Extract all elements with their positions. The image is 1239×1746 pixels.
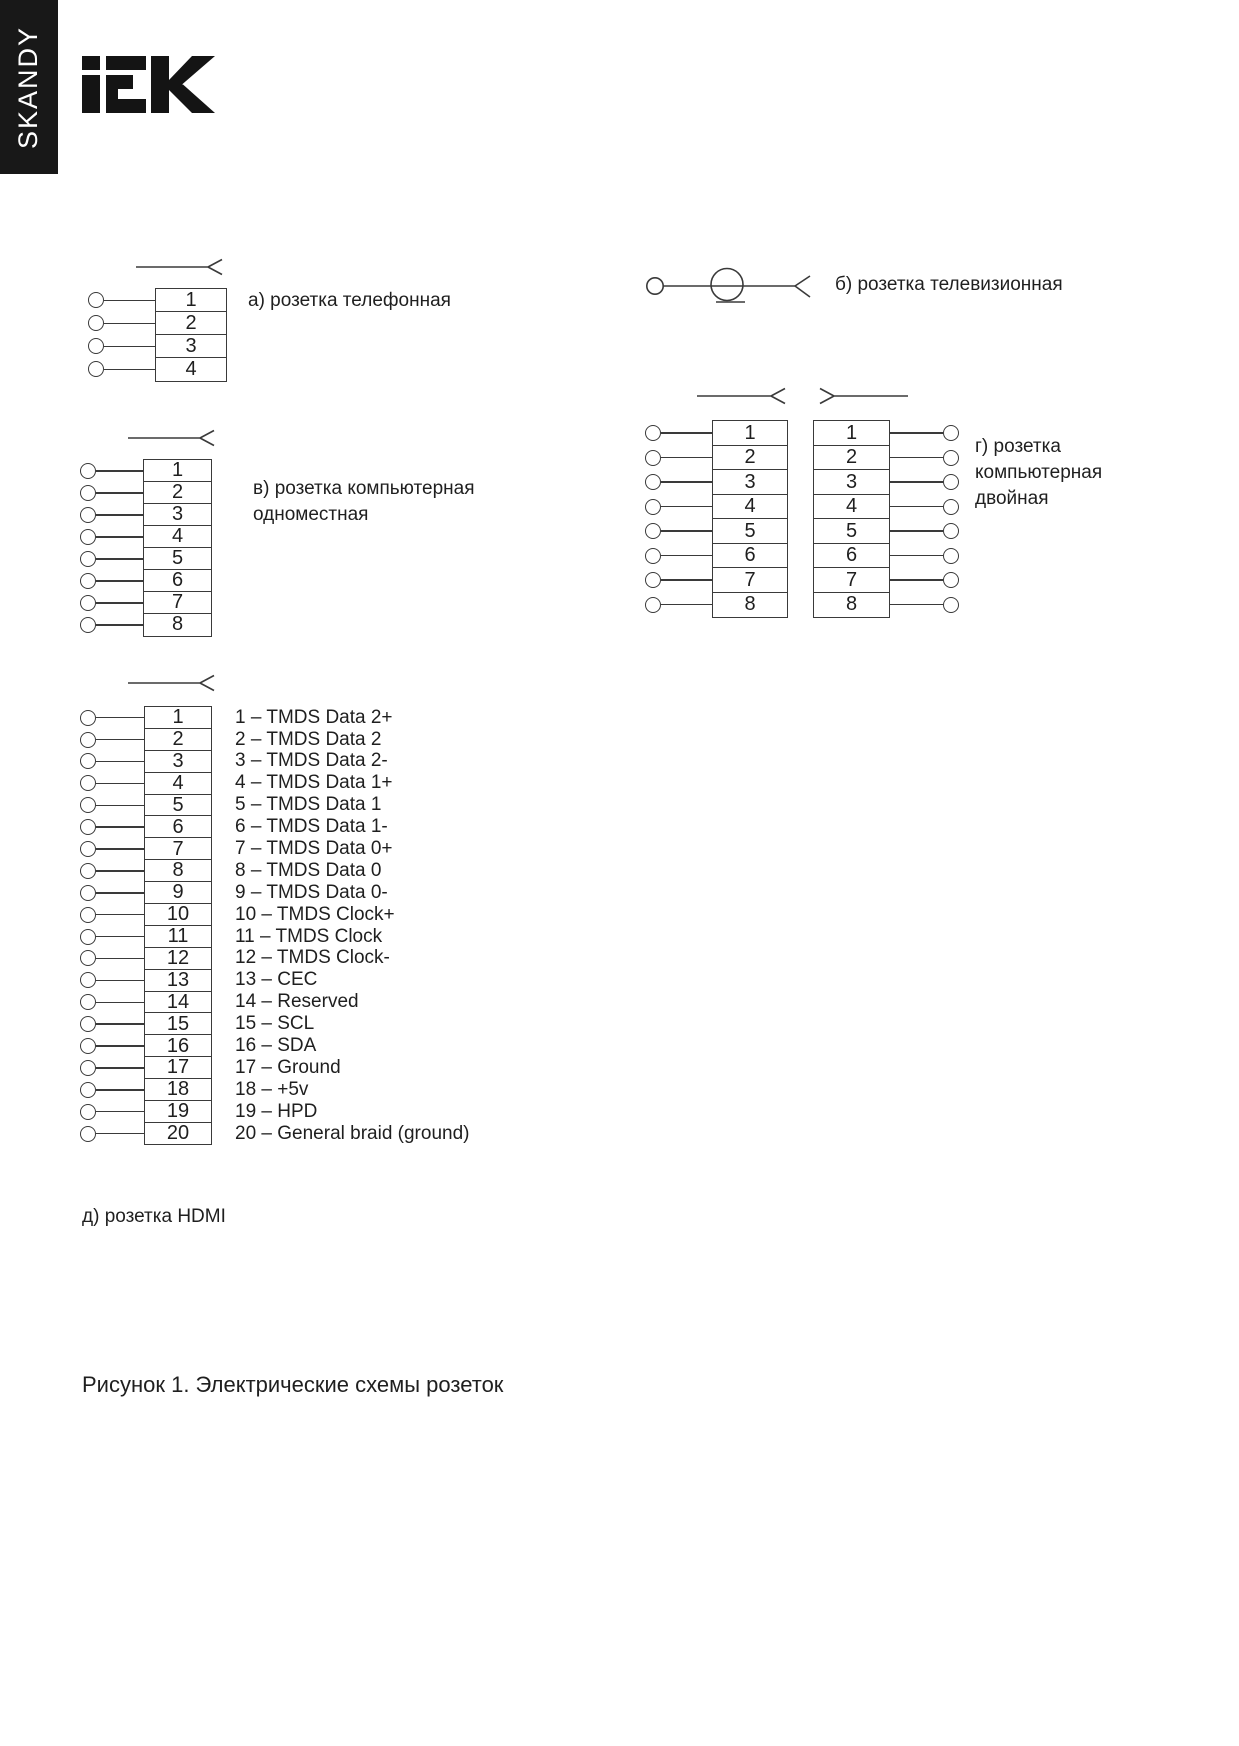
terminal-circle-icon <box>645 450 661 466</box>
pin-number: 1 <box>155 288 227 313</box>
terminal-circle-icon <box>645 499 661 515</box>
wire-line <box>104 300 155 302</box>
pin-row <box>813 494 959 520</box>
terminal-circle-icon <box>80 1104 96 1120</box>
pin-description: 6 – TMDS Data 1- <box>235 816 388 838</box>
wire-line <box>661 432 712 434</box>
wire-line <box>890 555 943 557</box>
wire-line <box>96 761 144 763</box>
pin-row <box>80 859 469 882</box>
terminal-circle-icon <box>88 315 104 331</box>
wire-line <box>661 457 712 459</box>
wire-line <box>890 432 943 434</box>
pin-number: 1 <box>144 706 212 729</box>
pin-number: 17 <box>144 1056 212 1079</box>
pin-number: 9 <box>144 881 212 904</box>
label-line: г) розетка <box>975 436 1061 457</box>
pin-number: 1 <box>143 459 212 483</box>
terminal-circle-icon <box>943 597 959 613</box>
terminal-circle-icon <box>80 710 96 726</box>
pin-row <box>80 794 469 817</box>
pin-number: 5 <box>813 518 890 544</box>
pin-row <box>80 1078 469 1101</box>
wire-line <box>96 1133 144 1135</box>
pin-row <box>645 567 788 593</box>
pin-number: 11 <box>144 925 212 948</box>
pin-row <box>813 420 959 446</box>
terminal-circle-icon <box>80 595 96 611</box>
pin-number: 10 <box>144 903 212 926</box>
pin-number: 6 <box>144 815 212 838</box>
pin-description: 1 – TMDS Data 2+ <box>235 706 393 728</box>
wire-line <box>96 1067 144 1069</box>
wire-line <box>661 481 712 483</box>
terminal-circle-icon <box>80 529 96 545</box>
terminal-circle-icon <box>943 548 959 564</box>
pin-number: 13 <box>144 969 212 992</box>
wire-line <box>96 1111 144 1113</box>
pin-number: 7 <box>712 567 788 593</box>
wire-line <box>96 1023 144 1025</box>
pin-number: 3 <box>712 469 788 495</box>
pin-description: 11 – TMDS Clock <box>235 925 383 947</box>
terminal-circle-icon <box>80 1038 96 1054</box>
telephone-socket-diagram <box>88 288 227 382</box>
terminal-circle-icon <box>943 474 959 490</box>
pin-row <box>80 1122 469 1145</box>
terminal-circle-icon <box>645 523 661 539</box>
socket-symbol-icon <box>816 387 908 405</box>
pin-description: 8 – TMDS Data 0 <box>235 859 382 881</box>
computer-double-socket-label <box>975 434 1102 512</box>
terminal-circle-icon <box>943 425 959 441</box>
pin-number: 6 <box>813 543 890 569</box>
pin-number: 1 <box>813 420 890 446</box>
wire-line <box>96 1089 144 1091</box>
telephone-socket-label: а) розетка телефонная <box>248 290 451 311</box>
pin-number: 7 <box>144 837 212 860</box>
pin-description: 17 – Ground <box>235 1056 341 1078</box>
pin-row <box>813 445 959 471</box>
pin-description: 19 – HPD <box>235 1100 318 1122</box>
pin-row <box>813 543 959 569</box>
pin-number: 4 <box>155 357 227 382</box>
pin-row <box>88 334 227 359</box>
tv-socket-label: б) розетка телевизионная <box>835 274 1063 295</box>
pin-description: 14 – Reserved <box>235 991 359 1013</box>
wire-line <box>96 536 143 538</box>
terminal-circle-icon <box>80 507 96 523</box>
pin-description: 18 – +5v <box>235 1078 309 1100</box>
wire-line <box>96 514 143 516</box>
wire-line <box>96 739 144 741</box>
pin-number: 2 <box>712 445 788 471</box>
terminal-circle-icon <box>80 972 96 988</box>
pin-number: 8 <box>144 859 212 882</box>
terminal-circle-icon <box>80 797 96 813</box>
brand-bar <box>0 0 58 174</box>
pin-number: 3 <box>144 750 212 773</box>
pin-number: 6 <box>712 543 788 569</box>
pin-row <box>80 1034 469 1057</box>
wire-line <box>96 936 144 938</box>
pin-row <box>813 469 959 495</box>
pin-row <box>80 947 469 970</box>
terminal-circle-icon <box>80 1016 96 1032</box>
pin-number: 15 <box>144 1012 212 1035</box>
terminal-circle-icon <box>80 994 96 1010</box>
wire-line <box>96 958 144 960</box>
socket-symbol-icon <box>136 258 226 276</box>
iek-logo <box>80 56 215 113</box>
terminal-circle-icon <box>943 572 959 588</box>
terminal-circle-icon <box>80 485 96 501</box>
wire-line <box>890 604 943 606</box>
pin-number: 4 <box>813 494 890 520</box>
label-line: в) розетка компьютерная <box>253 478 475 499</box>
pin-description: 15 – SCL <box>235 1013 315 1035</box>
pin-row <box>645 518 788 544</box>
socket-symbol-icon <box>697 387 789 405</box>
pin-row <box>645 445 788 471</box>
pin-description: 10 – TMDS Clock+ <box>235 903 395 925</box>
terminal-circle-icon <box>80 463 96 479</box>
terminal-circle-icon <box>80 907 96 923</box>
wire-line <box>96 980 144 982</box>
pin-number: 8 <box>712 592 788 618</box>
hdmi-socket-label: д) розетка HDMI <box>82 1206 226 1227</box>
pin-number: 5 <box>143 547 212 571</box>
terminal-circle-icon <box>88 361 104 377</box>
wire-line <box>96 602 143 604</box>
pin-row <box>80 815 469 838</box>
pin-row <box>80 591 212 615</box>
terminal-circle-icon <box>80 1126 96 1142</box>
pin-description: 3 – TMDS Data 2- <box>235 750 388 772</box>
pin-description: 13 – CEC <box>235 969 318 991</box>
hdmi-socket-diagram <box>80 706 469 1145</box>
pin-number: 20 <box>144 1122 212 1145</box>
wire-line <box>661 604 712 606</box>
pin-row <box>645 543 788 569</box>
pin-row <box>645 494 788 520</box>
pin-row <box>88 311 227 336</box>
terminal-circle-icon <box>943 523 959 539</box>
terminal-circle-icon <box>80 753 96 769</box>
pin-row <box>813 518 959 544</box>
wire-line <box>104 346 155 348</box>
pin-row <box>80 1012 469 1035</box>
wire-line <box>890 579 943 581</box>
pin-row <box>813 592 959 618</box>
pin-number: 7 <box>143 591 212 615</box>
terminal-circle-icon <box>80 885 96 901</box>
pin-row <box>80 837 469 860</box>
wire-line <box>96 848 144 850</box>
terminal-circle-icon <box>80 1082 96 1098</box>
pin-row <box>88 288 227 313</box>
pin-row <box>80 881 469 904</box>
terminal-circle-icon <box>80 551 96 567</box>
terminal-circle-icon <box>80 573 96 589</box>
brand-vertical-text: SKANDY <box>13 25 44 149</box>
pin-number: 5 <box>712 518 788 544</box>
pin-number: 3 <box>143 503 212 527</box>
pin-number: 3 <box>813 469 890 495</box>
wire-line <box>890 481 943 483</box>
pin-description: 9 – TMDS Data 0- <box>235 881 388 903</box>
terminal-circle-icon <box>80 863 96 879</box>
wire-line <box>96 870 144 872</box>
pin-row <box>80 903 469 926</box>
pin-row <box>80 1056 469 1079</box>
terminal-circle-icon <box>645 425 661 441</box>
terminal-circle-icon <box>88 292 104 308</box>
terminal-circle-icon <box>645 548 661 564</box>
pin-number: 18 <box>144 1078 212 1101</box>
pin-description: 20 – General braid (ground) <box>235 1122 470 1144</box>
wire-line <box>661 530 712 532</box>
pin-row <box>645 592 788 618</box>
computer-double-right-diagram <box>813 420 959 618</box>
pin-description: 2 – TMDS Data 2 <box>235 728 382 750</box>
pin-row <box>80 547 212 571</box>
pin-number: 12 <box>144 947 212 970</box>
pin-number: 4 <box>144 772 212 795</box>
label-line: двойная <box>975 488 1049 509</box>
pin-number: 1 <box>712 420 788 446</box>
pin-row <box>80 772 469 795</box>
wire-line <box>661 579 712 581</box>
wire-line <box>96 783 144 785</box>
pin-description: 12 – TMDS Clock- <box>235 947 390 969</box>
wire-line <box>96 558 143 560</box>
pin-number: 5 <box>144 794 212 817</box>
pin-number: 7 <box>813 567 890 593</box>
computer-double-left-diagram <box>645 420 788 618</box>
terminal-circle-icon <box>80 775 96 791</box>
pin-number: 2 <box>143 481 212 505</box>
pin-description: 7 – TMDS Data 0+ <box>235 838 393 860</box>
pin-number: 6 <box>143 569 212 593</box>
pin-row <box>80 569 212 593</box>
wire-line <box>96 1045 144 1047</box>
pin-number: 8 <box>143 613 212 637</box>
pin-row <box>80 503 212 527</box>
pin-row <box>80 728 469 751</box>
computer-single-socket-label <box>253 476 474 528</box>
pin-description: 4 – TMDS Data 1+ <box>235 772 393 794</box>
pin-row <box>80 525 212 549</box>
wire-line <box>104 369 155 371</box>
wire-line <box>96 470 143 472</box>
terminal-circle-icon <box>645 572 661 588</box>
terminal-circle-icon <box>645 597 661 613</box>
pin-description: 16 – SDA <box>235 1035 317 1057</box>
pin-row <box>80 991 469 1014</box>
pin-number: 4 <box>712 494 788 520</box>
terminal-circle-icon <box>645 474 661 490</box>
wire-line <box>96 717 144 719</box>
wire-line <box>96 624 143 626</box>
pin-row <box>813 567 959 593</box>
pin-row <box>80 706 469 729</box>
label-line: одноместная <box>253 504 369 525</box>
pin-row <box>80 613 212 637</box>
pin-number: 2 <box>813 445 890 471</box>
wire-line <box>96 914 144 916</box>
socket-symbol-icon <box>128 674 218 692</box>
terminal-circle-icon <box>943 499 959 515</box>
wire-line <box>96 492 143 494</box>
pin-number: 19 <box>144 1100 212 1123</box>
pin-row <box>88 357 227 382</box>
socket-symbol-icon <box>128 429 218 447</box>
pin-row <box>80 969 469 992</box>
pin-row <box>80 481 212 505</box>
wire-line <box>890 457 943 459</box>
terminal-circle-icon <box>80 929 96 945</box>
pin-row <box>80 750 469 773</box>
pin-number: 4 <box>143 525 212 549</box>
pin-number: 3 <box>155 334 227 359</box>
pin-row <box>645 420 788 446</box>
terminal-circle-icon <box>80 950 96 966</box>
wire-line <box>890 506 943 508</box>
wire-line <box>96 1002 144 1004</box>
wire-line <box>661 555 712 557</box>
terminal-circle-icon <box>80 819 96 835</box>
terminal-circle-icon <box>88 338 104 354</box>
wire-line <box>661 506 712 508</box>
pin-number: 16 <box>144 1034 212 1057</box>
terminal-circle-icon <box>80 841 96 857</box>
wire-line <box>96 580 143 582</box>
terminal-circle-icon <box>943 450 959 466</box>
pin-row <box>80 925 469 948</box>
figure-caption: Рисунок 1. Электрические схемы розеток <box>82 1372 504 1397</box>
terminal-circle-icon <box>80 617 96 633</box>
wire-line <box>890 530 943 532</box>
label-line: компьютерная <box>975 462 1103 483</box>
wire-line <box>96 805 144 807</box>
pin-row <box>80 1100 469 1123</box>
computer-single-socket-diagram <box>80 459 212 637</box>
pin-row <box>80 459 212 483</box>
pin-description: 5 – TMDS Data 1 <box>235 794 382 816</box>
wire-line <box>104 323 155 325</box>
pin-number: 2 <box>155 311 227 336</box>
pin-number: 14 <box>144 991 212 1014</box>
pin-number: 2 <box>144 728 212 751</box>
terminal-circle-icon <box>80 732 96 748</box>
terminal-circle-icon <box>80 1060 96 1076</box>
wire-line <box>96 892 144 894</box>
pin-row <box>645 469 788 495</box>
pin-number: 8 <box>813 592 890 618</box>
wire-line <box>96 826 144 828</box>
tv-socket-symbol-icon <box>645 263 830 311</box>
